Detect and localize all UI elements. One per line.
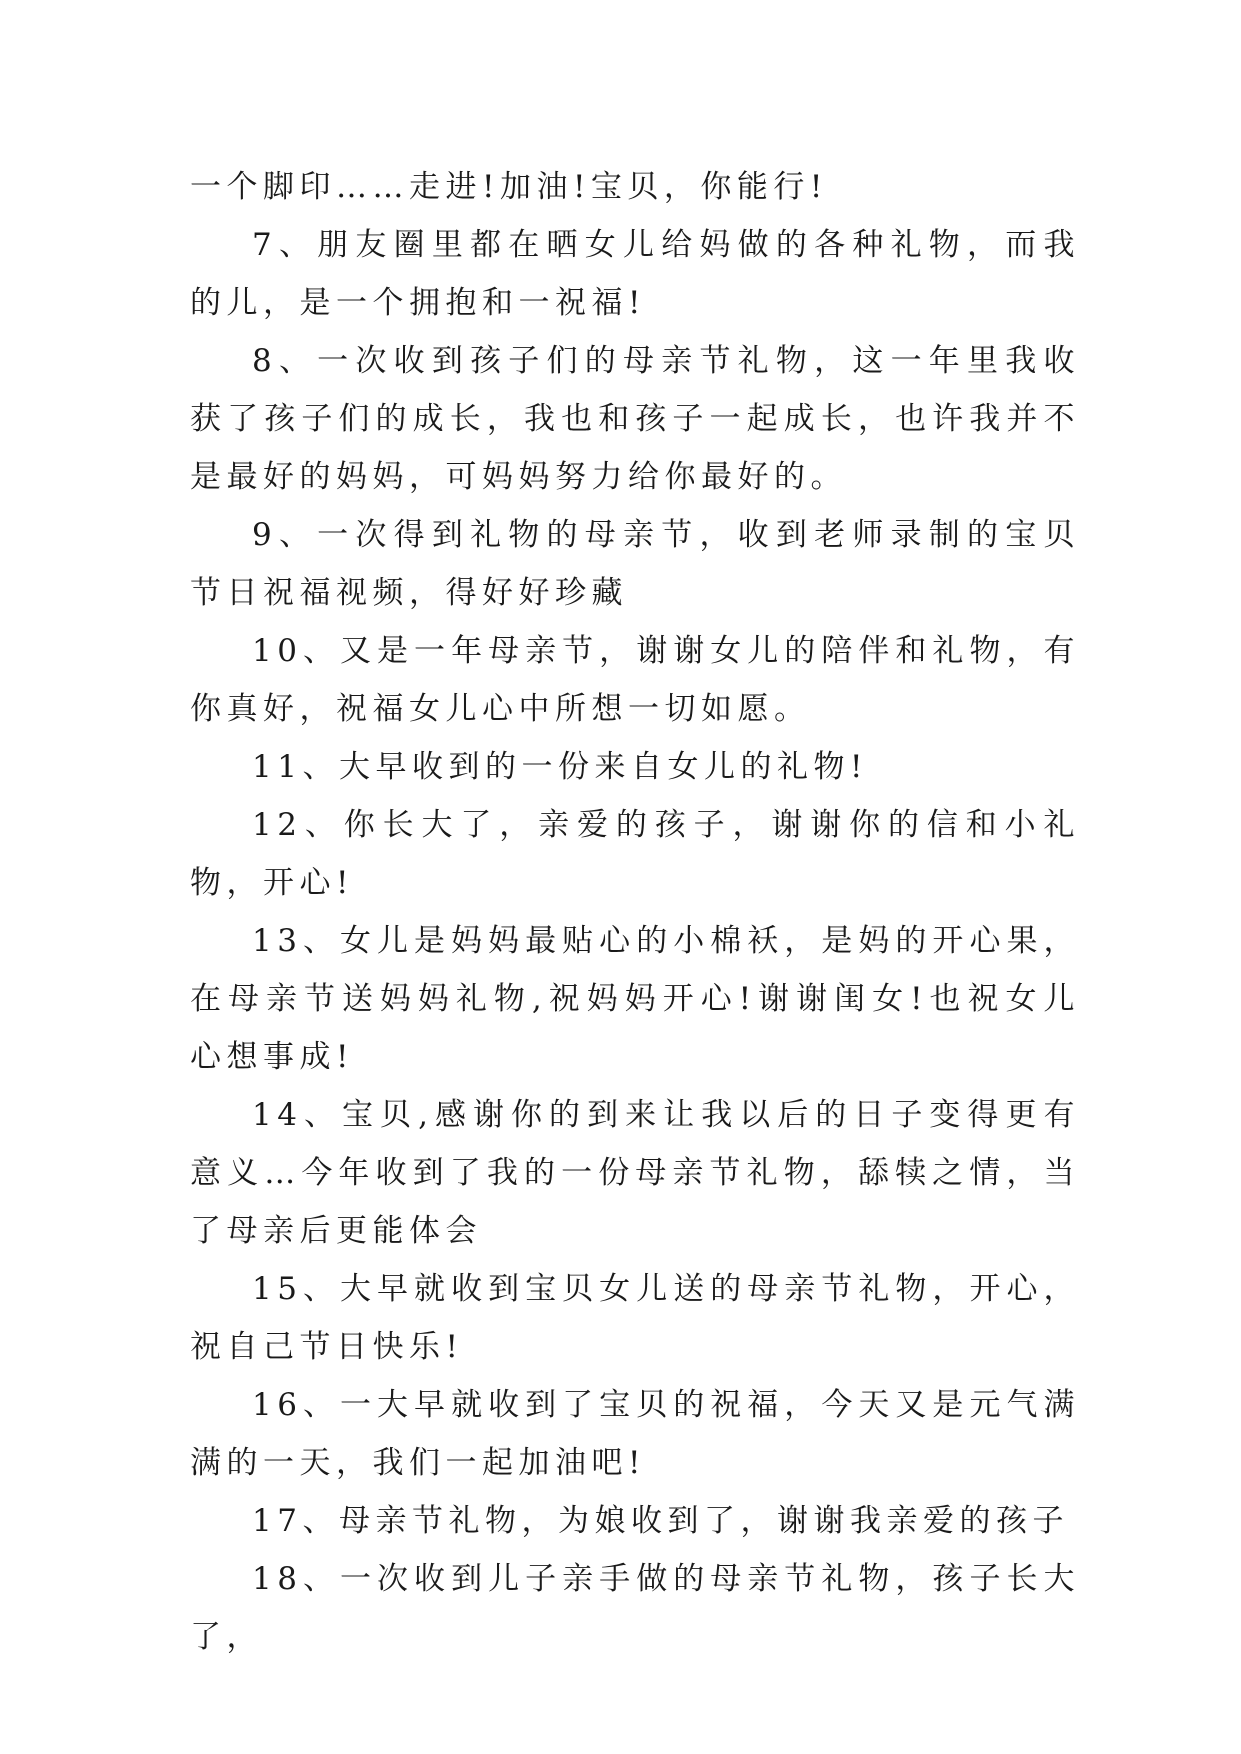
paragraph-item-10: 10、又是一年母亲节，谢谢女儿的陪伴和礼物，有你真好，祝福女儿心中所想一切如愿。 (190, 633, 1080, 727)
paragraph-item-16: 16、一大早就收到了宝贝的祝福，今天又是元气满满的一天，我们一起加油吧! (190, 1387, 1080, 1481)
paragraph-item-15: 15、大早就收到宝贝女儿送的母亲节礼物，开心，祝自己节日快乐! (190, 1271, 1080, 1365)
paragraph-item-18: 18、一次收到儿子亲手做的母亲节礼物，孩子长大了， (190, 1561, 1080, 1655)
paragraph-item-8: 8、一次收到孩子们的母亲节礼物，这一年里我收获了孩子们的成长，我也和孩子一起成长，也许我并不是最好的妈妈，可妈妈努力给你最好的。 (190, 343, 1080, 495)
paragraph-item-13: 13、女儿是妈妈最贴心的小棉袄，是妈的开心果，在母亲节送妈妈礼物,祝妈妈开心!谢谢闺女!也祝女儿心想事成! (190, 923, 1080, 1075)
paragraph-item-14: 14、宝贝,感谢你的到来让我以后的日子变得更有意义…今年收到了我的一份母亲节礼物，舔犊之情，当了母亲后更能体会 (190, 1097, 1080, 1249)
paragraph-continuation: 一个脚印……走进!加油!宝贝，你能行! (190, 169, 828, 205)
paragraph-item-17: 17、母亲节礼物，为娘收到了，谢谢我亲爱的孩子 (252, 1503, 1069, 1539)
paragraph-item-7: 7、朋友圈里都在晒女儿给妈做的各种礼物，而我的儿，是一个拥抱和一祝福! (190, 227, 1080, 321)
document-body (190, 158, 1080, 1666)
paragraph-item-11: 11、大早收到的一份来自女儿的礼物! (252, 749, 868, 785)
paragraph-item-12: 12、你长大了，亲爱的孩子，谢谢你的信和小礼物，开心! (190, 807, 1080, 901)
paragraph-item-9: 9、一次得到礼物的母亲节，收到老师录制的宝贝节日祝福视频，得好好珍藏 (190, 517, 1080, 611)
